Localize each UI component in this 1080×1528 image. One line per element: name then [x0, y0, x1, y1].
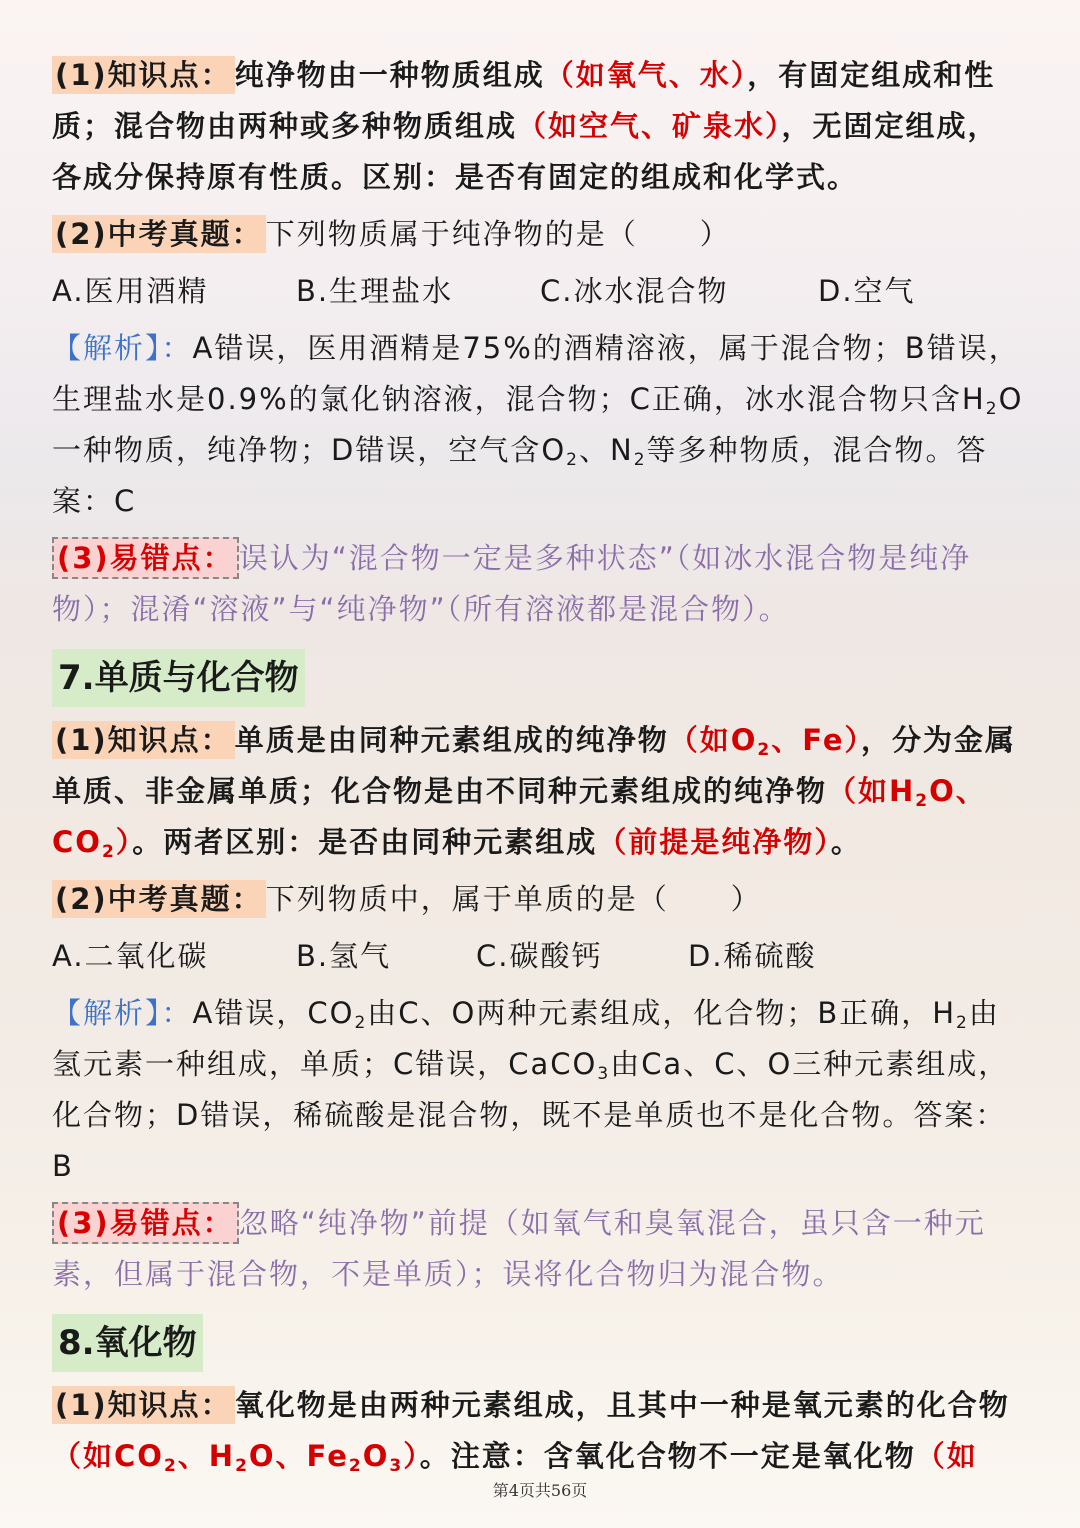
knowledge-tag: (1)知识点： — [52, 721, 235, 759]
section-heading-7: 7.单质与化合物 — [52, 649, 305, 707]
options-6 — [52, 266, 1028, 317]
analysis-tag: 【解析】： — [52, 996, 193, 1030]
page-footer: 第4页共56页 — [492, 1481, 588, 1500]
option-b: B.氢气 — [296, 939, 392, 973]
exam-tag: (2)中考真题： — [52, 880, 266, 918]
exam-question-6: (2)中考真题： 下列物质属于纯净物的是（ ） — [52, 209, 1028, 260]
document-body — [52, 50, 1028, 1488]
section-heading-8: 8.氧化物 — [52, 1314, 203, 1372]
analysis-tag: 【解析】： — [52, 331, 193, 365]
option-a: A.医用酒精 — [52, 274, 209, 308]
knowledge-point-8: (1)知识点： 氧化物是由两种元素组成，且其中一种是氧元素的化合物（如$CO_2$、$H_2O$、$Fe_2O_3$）。注意：含氧化合物不一定是氧化物（如 — [52, 1388, 1010, 1476]
analysis-6: 【解析】：A错误，医用酒精是75%的酒精溶液，属于混合物；B错误，生理盐水是0.9%的氯化钠溶液，混合物；C正确，冰水混合物只含$H_2O$一种物质，纯净物；D错误，空气含$O_2$、$N_2$等多种物质，混合物。答案：C — [52, 331, 1024, 518]
knowledge-tag: (1)知识点： — [52, 1386, 235, 1424]
exam-tag: (2)中考真题： — [52, 215, 266, 253]
option-b: B.生理盐水 — [296, 274, 454, 308]
options-7 — [52, 931, 1028, 982]
knowledge-point-7: (1)知识点： 单质是由同种元素组成的纯净物（如$O_2$、Fe），分为金属单质、非金属单质；化合物是由不同种元素组成的纯净物（如$H_2O$、$CO_2$）。两者区别：是否由同种元素组成（前提是纯净物）。 — [52, 723, 1017, 862]
exam-question-7: (2)中考真题： 下列物质中，属于单质的是（ ） — [52, 874, 1028, 925]
mistake-point-7: (3)易错点： 忽略“纯净物”前提（如氧气和臭氧混合，虽只含一种元素，但属于混合物，不是单质）；误将化合物归为混合物。 — [52, 1198, 1028, 1300]
mistake-tag: (3)易错点： — [52, 537, 239, 579]
knowledge-tag: (1)知识点： — [52, 56, 235, 94]
option-c: C.碳酸钙 — [476, 939, 603, 973]
option-d: D.空气 — [818, 274, 916, 308]
knowledge-point-6: (1)知识点： 纯净物由一种物质组成（如氧气、水），有固定组成和性质；混合物由两种或多种物质组成（如空气、矿泉水），无固定组成，各成分保持原有性质。区别：是否有固定的组成和化学式。 — [52, 58, 999, 194]
mistake-tag: (3)易错点： — [52, 1202, 239, 1244]
option-c: C.冰水混合物 — [540, 274, 729, 308]
option-a: A.二氧化碳 — [52, 939, 209, 973]
analysis-7: 【解析】：A错误，$CO_2$由C、O两种元素组成，化合物；B正确，$H_2$由氢元素一种组成，单质；C错误，CaCO$_3$由Ca、C、O三种元素组成，化合物；D错误，稀硫酸是混合物，既不是单质也不是化合物。答案：B — [52, 996, 1010, 1183]
option-d: D.稀硫酸 — [688, 939, 817, 973]
mistake-point-6: (3)易错点： 误认为“混合物一定是多种状态”（如冰水混合物是纯净物）；混淆“溶液”与“纯净物”（所有溶液都是混合物）。 — [52, 533, 1028, 635]
